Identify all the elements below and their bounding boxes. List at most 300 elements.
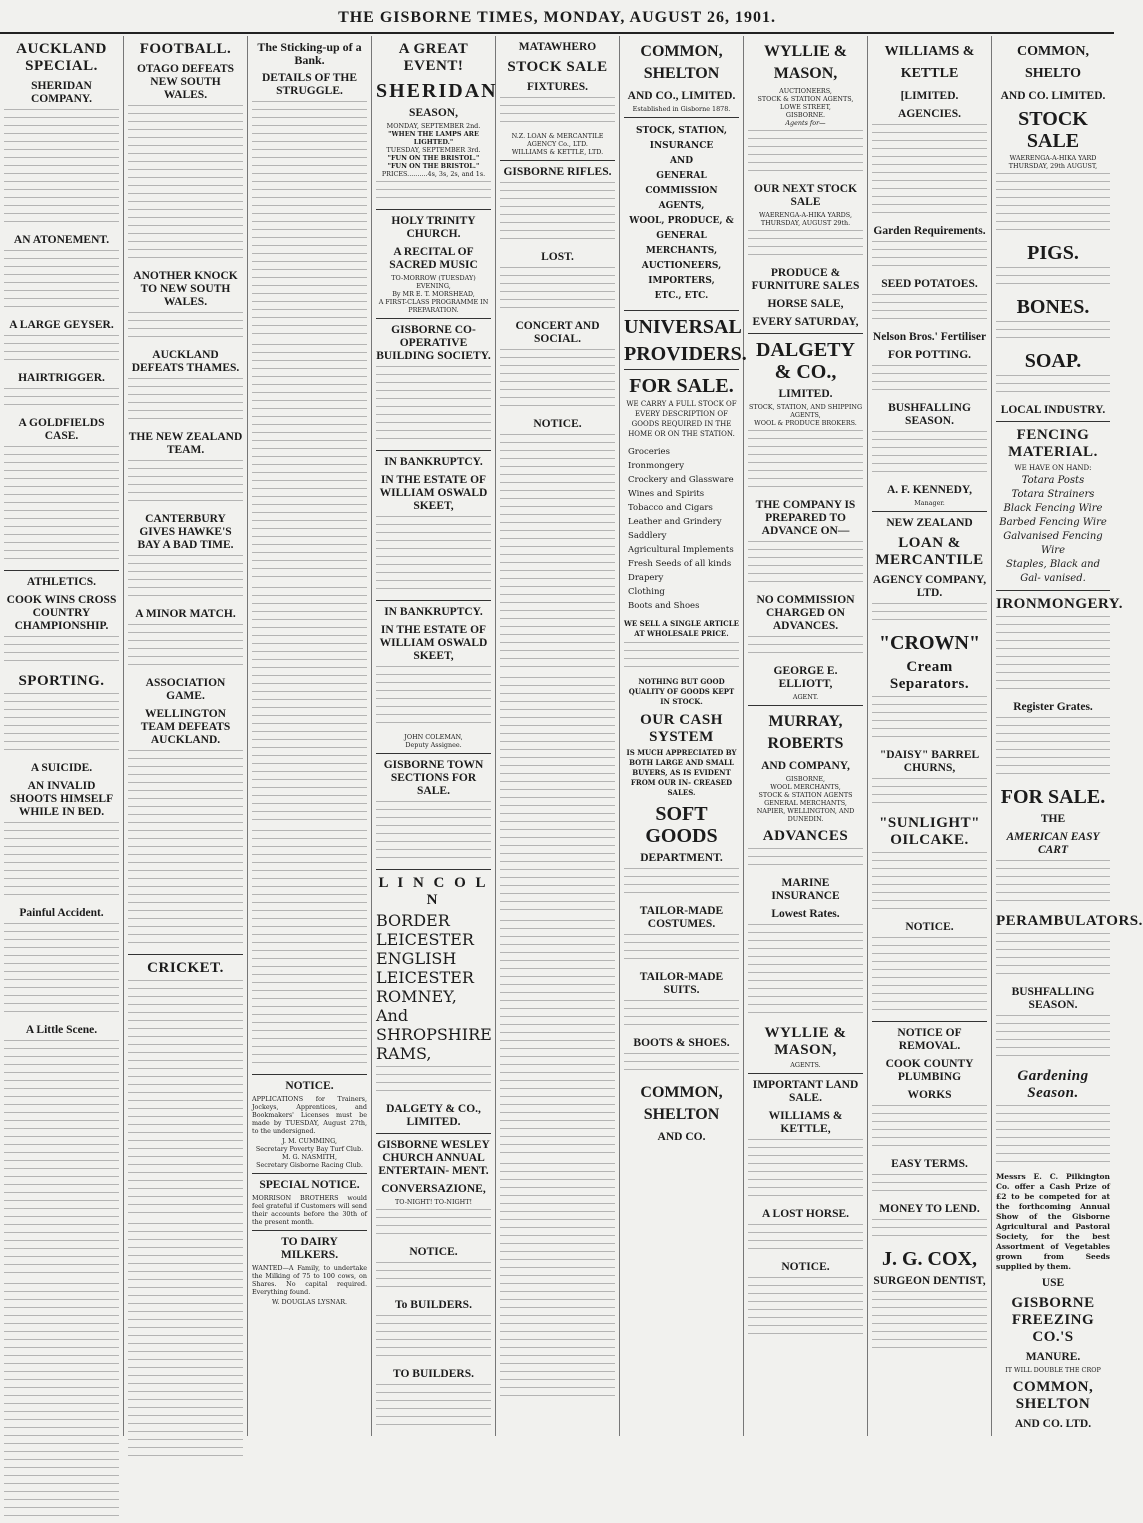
fencing-item: Galvanised Fencing Wire bbox=[1003, 531, 1103, 556]
trade-line: GENERAL COMMISSION bbox=[645, 171, 718, 196]
subheading: AND CO. LTD. bbox=[1014, 1418, 1092, 1430]
article-text bbox=[624, 1000, 739, 1032]
detail-line: THURSDAY, 29th AUGUST, bbox=[1008, 162, 1098, 170]
subheading: DEPARTMENT. bbox=[640, 852, 723, 864]
divider bbox=[376, 753, 491, 754]
heading: Nelson Bros.' Fertiliser bbox=[872, 331, 987, 343]
heading: NOTICE. bbox=[781, 1261, 830, 1273]
trade-line: AND bbox=[669, 156, 693, 166]
divider bbox=[252, 1173, 367, 1174]
goods-item: Fresh Seeds of all kinds bbox=[628, 559, 732, 569]
date-line: MONDAY, SEPTEMBER 2nd. bbox=[386, 122, 481, 130]
detail-line: NAPIER, WELLINGTON, AND DUNEDIN. bbox=[756, 807, 855, 823]
established-line bbox=[624, 105, 739, 113]
article-text bbox=[996, 173, 1110, 237]
heading: COMMON, SHELTO bbox=[1017, 44, 1089, 81]
article-text bbox=[872, 365, 987, 397]
article-text bbox=[996, 717, 1110, 781]
subheading: USE bbox=[1041, 1277, 1065, 1289]
signature-title: Secretary Poverty Bay Turf Club. bbox=[255, 1145, 364, 1153]
signature: WILLIAMS & KETTLE, LTD. bbox=[511, 148, 604, 156]
detail-line: GISBORNE, bbox=[785, 775, 826, 783]
column-3 bbox=[248, 36, 372, 1436]
divider bbox=[376, 318, 491, 319]
column-9 bbox=[992, 36, 1143, 1436]
heading: DALGETY & CO., bbox=[756, 339, 855, 383]
detail-line: Agents for— bbox=[785, 119, 826, 127]
article-text bbox=[748, 230, 863, 262]
company-details bbox=[748, 403, 863, 427]
trade-line: WOOL, PRODUCE, & GENERAL bbox=[629, 216, 734, 241]
heading: A. F. KENNEDY, bbox=[886, 484, 973, 496]
heading: CRICKET. bbox=[147, 960, 224, 976]
heading: HORSE SALE, bbox=[767, 298, 844, 310]
notice-text: MORRISON BROTHERS would feel grateful if Customers will send their accounts before the 30th of the present month. bbox=[252, 1194, 367, 1226]
signature-title: Deputy Assignee. bbox=[405, 741, 462, 749]
article-text bbox=[128, 980, 243, 1220]
article-text bbox=[4, 1040, 119, 1280]
goods-item: Leather and Grindery bbox=[628, 517, 722, 527]
detail-line: WOOL & PRODUCE BROKERS. bbox=[754, 419, 857, 427]
divider bbox=[872, 511, 987, 512]
article-text bbox=[252, 101, 367, 341]
subheading: AND CO. LIMITED. bbox=[1000, 90, 1106, 102]
subheading: AND CO. bbox=[657, 1131, 706, 1143]
fencing-list bbox=[996, 463, 1110, 586]
subheading: SHERIDAN COMPANY. bbox=[30, 80, 92, 105]
heading: CONCERT AND SOCIAL. bbox=[515, 320, 600, 345]
masthead bbox=[0, 0, 1114, 34]
article-text bbox=[376, 516, 491, 596]
heading: "CROWN" bbox=[878, 632, 981, 654]
slogan bbox=[996, 1366, 1110, 1374]
divider bbox=[376, 209, 491, 210]
heading: MATAWHERO bbox=[518, 41, 597, 53]
article-text bbox=[748, 924, 863, 1020]
heading: PERAMBULATORS. bbox=[996, 913, 1143, 929]
article-text bbox=[872, 778, 987, 810]
subheading: [LIMITED. bbox=[900, 90, 959, 102]
heading: TAILOR-MADE SUITS. bbox=[639, 971, 724, 996]
article-text bbox=[748, 1224, 863, 1256]
heading: NOTICE. bbox=[533, 418, 582, 430]
article-text bbox=[500, 267, 615, 315]
article-text bbox=[4, 388, 119, 412]
column-1 bbox=[0, 36, 124, 1436]
heading: FOOTBALL. bbox=[139, 41, 232, 57]
subheading: THE NEW ZEALAND TEAM. bbox=[128, 431, 243, 456]
subheading: ASSOCIATION GAME. bbox=[145, 677, 226, 702]
article-text bbox=[376, 801, 491, 865]
subheading: COOK COUNTY PLUMBING bbox=[885, 1058, 974, 1083]
subheading: A MINOR MATCH. bbox=[135, 608, 236, 620]
article-text bbox=[996, 321, 1110, 345]
trade-line: MERCHANTS, bbox=[645, 246, 718, 256]
heading: GISBORNE TOWN SECTIONS FOR SALE. bbox=[383, 759, 484, 797]
divider bbox=[128, 954, 243, 955]
heading: TO BUILDERS. bbox=[393, 1368, 474, 1380]
article-text bbox=[872, 1105, 987, 1153]
newspaper-title: THE GISBORNE TIMES, MONDAY, AUGUST 26, 1901. bbox=[338, 9, 776, 26]
article-text bbox=[872, 852, 987, 916]
article-text bbox=[996, 1105, 1110, 1169]
signature-block bbox=[252, 1298, 367, 1306]
article-text bbox=[748, 1139, 863, 1203]
heading: LOST. bbox=[541, 251, 574, 263]
signature-block bbox=[376, 733, 491, 749]
heading: FENCING MATERIAL. bbox=[1008, 427, 1098, 460]
heading: ADVANCES bbox=[762, 828, 849, 844]
heading: A LOST HORSE. bbox=[761, 1208, 850, 1220]
detail-line: GENERAL MERCHANTS, bbox=[764, 799, 847, 807]
detail-line: WAERENGA-A-HIKA YARD bbox=[1009, 154, 1097, 162]
subheading: SURGEON DENTIST, bbox=[873, 1275, 986, 1287]
subheading: IN THE ESTATE OF WILLIAM OSWALD SKEET, bbox=[379, 624, 488, 662]
play-title: "WHEN THE LAMPS ARE LIGHTED." bbox=[388, 130, 479, 146]
article-text bbox=[128, 312, 243, 344]
article-text bbox=[996, 375, 1110, 399]
article-text bbox=[872, 1291, 987, 1355]
goods-item: Groceries bbox=[628, 447, 670, 457]
heading: GISBORNE WESLEY CHURCH ANNUAL ENTERTAIN- MENT. bbox=[377, 1139, 490, 1177]
article-text bbox=[128, 555, 243, 603]
subheading: HAIRTRIGGER. bbox=[18, 372, 105, 384]
article-text bbox=[872, 1174, 987, 1198]
signature-block bbox=[252, 1137, 367, 1169]
signature: N.Z. LOAN & MERCANTILE AGENCY Co., LTD. bbox=[511, 132, 604, 148]
heading: GISBORNE CO-OPERATIVE BUILDING SOCIETY. bbox=[376, 324, 491, 362]
detail-line: GISBORNE. bbox=[785, 111, 826, 119]
article-text bbox=[872, 431, 987, 479]
heading: GEORGE E. ELLIOTT, bbox=[773, 665, 838, 690]
article-text bbox=[4, 636, 119, 668]
subheading: AUCKLAND DEFEATS THAMES. bbox=[131, 349, 240, 374]
divider bbox=[376, 1133, 491, 1134]
notice-text: WANTED—A Family, to undertake the Milking of 75 to 100 cows, on Shares. No capital required. Everything found. bbox=[252, 1264, 367, 1296]
heading: "DAISY" BARREL CHURNS, bbox=[879, 749, 980, 774]
article-text bbox=[624, 642, 739, 674]
heading: SOAP. bbox=[1024, 350, 1082, 372]
heading: AUCKLAND SPECIAL. bbox=[16, 41, 107, 74]
notice-text: IS MUCH APPRECIATED BY BOTH LARGE AND SMALL BUYERS, AS IS EVIDENT FROM OUR IN- CREASED SALES. bbox=[626, 748, 737, 797]
subheading: CONVERSAZIONE, bbox=[381, 1183, 486, 1195]
fencing-item: Barbed Fencing Wire bbox=[999, 517, 1107, 528]
heading: TO DAIRY MILKERS. bbox=[280, 1236, 339, 1261]
heading: STOCK SALE bbox=[1018, 108, 1088, 152]
article-text bbox=[624, 934, 739, 966]
heading: SOFT GOODS bbox=[645, 803, 718, 847]
divider bbox=[252, 1074, 367, 1075]
prices-line: PRICES..........4s, 3s, 2s, and 1s. bbox=[381, 170, 486, 178]
heading: OUR NEXT STOCK SALE bbox=[753, 183, 858, 208]
heading: L I N C O L N bbox=[378, 875, 489, 908]
detail-line: WAERENGA-A-HIKA YARDS, bbox=[759, 211, 852, 219]
heading: The Sticking-up of a Bank. bbox=[257, 40, 362, 67]
subheading: IN THE ESTATE OF WILLIAM OSWALD SKEET, bbox=[379, 474, 488, 512]
breeds-list: BORDER LEICESTER ENGLISH LEICESTER ROMNEY, And SHROPSHIRE RAMS, bbox=[376, 911, 492, 1063]
article-text bbox=[872, 937, 987, 1017]
column-7 bbox=[744, 36, 868, 1436]
subheading: DETAILS OF THE STRUGGLE. bbox=[261, 72, 357, 97]
detail-line: AGENTS. bbox=[790, 1061, 821, 1069]
subheading: MANURE. bbox=[1025, 1351, 1081, 1363]
detail-line: STOCK & STATION AGENTS bbox=[758, 791, 853, 799]
subheading: SEASON, bbox=[409, 107, 458, 119]
heading: OUR CASH SYSTEM bbox=[640, 712, 723, 745]
heading: SPECIAL NOTICE. bbox=[259, 1179, 360, 1191]
heading: PIGS. bbox=[1027, 242, 1079, 264]
detail-line: AUCTIONEERS, bbox=[779, 87, 832, 95]
date-line: TO-MORROW (TUESDAY) EVENING, bbox=[391, 274, 476, 290]
subheading: AND COMPANY, bbox=[761, 760, 850, 772]
article-text bbox=[376, 1066, 491, 1098]
heading: PROVIDERS. bbox=[624, 343, 747, 365]
divider bbox=[500, 160, 615, 161]
play-title: "FUN ON THE BRISTOL." bbox=[387, 154, 480, 162]
heading: SHERIDAN bbox=[376, 80, 498, 102]
article-text bbox=[376, 666, 491, 730]
heading: BONES. bbox=[1016, 296, 1090, 318]
subheading: ANOTHER KNOCK TO NEW SOUTH WALES. bbox=[133, 270, 238, 308]
article-text bbox=[4, 693, 119, 757]
article-text bbox=[4, 109, 119, 229]
heading: COMMON, SHELTON bbox=[640, 43, 723, 82]
heading: IMPORTANT LAND SALE. bbox=[752, 1079, 859, 1104]
heading: A GREAT EVENT! bbox=[398, 41, 469, 74]
article-text bbox=[4, 250, 119, 314]
article-text bbox=[872, 294, 987, 326]
heading: Cream Separators. bbox=[889, 659, 970, 692]
heading: BUSHFALLING SEASON. bbox=[1011, 986, 1095, 1011]
heading: IN BANKRUPTCY. bbox=[384, 606, 483, 618]
divider bbox=[748, 333, 863, 334]
heading: Garden Requirements. bbox=[873, 225, 986, 237]
subheading: WORKS bbox=[907, 1089, 952, 1101]
subheading: AGENCY COMPANY, LTD. bbox=[872, 574, 987, 599]
heading: IN BANKRUPTCY. bbox=[384, 456, 483, 468]
goods-item: Wines and Spirits bbox=[628, 489, 705, 499]
divider bbox=[624, 310, 739, 311]
divider bbox=[748, 705, 863, 706]
subheading: CANTERBURY GIVES HAWKE'S BAY A BAD TIME. bbox=[137, 513, 234, 551]
subheading: FIXTURES. bbox=[526, 81, 589, 93]
classified-ads bbox=[500, 1163, 615, 1403]
heading: TAILOR-MADE COSTUMES. bbox=[639, 905, 724, 930]
signature: J. M. CUMMING, bbox=[281, 1137, 338, 1145]
divider bbox=[996, 421, 1110, 422]
trade-line: AGENTS, bbox=[658, 201, 705, 211]
article-text bbox=[376, 1262, 491, 1294]
article-text bbox=[872, 696, 987, 744]
article-text bbox=[872, 603, 987, 627]
divider bbox=[252, 1230, 367, 1231]
heading: NOTICE OF REMOVAL. bbox=[897, 1027, 962, 1052]
heading: Painful Accident. bbox=[19, 907, 104, 919]
detail-line: STOCK & STATION AGENTS, bbox=[757, 95, 854, 103]
article-text bbox=[252, 344, 367, 584]
play-title: "FUN ON THE BRISTOL." bbox=[387, 162, 480, 170]
heading: Gardening Season. bbox=[1017, 1068, 1089, 1101]
fencing-item: Staples, Black and Gal- vanised. bbox=[1006, 559, 1100, 584]
subheading: FOR POTTING. bbox=[887, 349, 972, 361]
article-text bbox=[4, 822, 119, 902]
classified-ads bbox=[500, 434, 615, 674]
subheading: WILLIAMS & KETTLE, bbox=[768, 1110, 843, 1135]
heading: A Little Scene. bbox=[25, 1024, 98, 1036]
article-text bbox=[748, 541, 863, 589]
sale-details bbox=[748, 211, 863, 227]
heading: MURRAY, ROBERTS bbox=[767, 713, 844, 752]
subheading: A GOLDFIELDS CASE. bbox=[18, 417, 105, 442]
heading: COMMON, SHELTON bbox=[1012, 1379, 1094, 1412]
article-text bbox=[872, 124, 987, 220]
heading: GISBORNE RIFLES. bbox=[503, 166, 612, 178]
sale-details bbox=[996, 154, 1110, 170]
company-details bbox=[748, 87, 863, 127]
article-text bbox=[376, 181, 491, 205]
heading: WILLIAMS & KETTLE bbox=[884, 44, 975, 81]
detail-line: Manager. bbox=[914, 499, 945, 507]
subheading: A LARGE GEYSER. bbox=[9, 319, 114, 331]
heading: A SUICIDE. bbox=[30, 762, 93, 774]
trade-line: ETC., ETC. bbox=[654, 291, 709, 301]
subheading: AGENCIES. bbox=[898, 108, 961, 120]
subheading: A RECITAL OF SACRED MUSIC bbox=[389, 246, 478, 271]
heading: MARINE INSURANCE bbox=[771, 877, 840, 902]
subheading: EVERY SATURDAY, bbox=[752, 316, 859, 328]
article-text bbox=[996, 933, 1110, 981]
established: Established in Gisborne 1878. bbox=[632, 105, 731, 113]
heading: SEED POTATOES. bbox=[881, 278, 978, 290]
notice-text: WE SELL A SINGLE ARTICLE AT WHOLESALE PRICE. bbox=[624, 619, 740, 638]
heading: EASY TERMS. bbox=[891, 1158, 968, 1170]
article-text bbox=[252, 587, 367, 827]
notice-text: WE CARRY A FULL STOCK OF EVERY DESCRIPTION OF GOODS REQUIRED IN THE HOME OR ON THE STATION. bbox=[626, 400, 737, 438]
fencing-item: WE HAVE ON HAND: bbox=[1014, 464, 1092, 472]
detail-line: AGENT. bbox=[792, 693, 819, 701]
notice-text: NOTHING BUT GOOD QUALITY OF GOODS KEPT IN STOCK. bbox=[628, 677, 735, 706]
heading: ATHLETICS. bbox=[26, 576, 97, 588]
article-text bbox=[4, 923, 119, 1019]
heading: PRODUCE & FURNITURE SALES bbox=[751, 267, 860, 292]
divider bbox=[376, 450, 491, 451]
divider bbox=[376, 869, 491, 870]
heading: MONEY TO LEND. bbox=[879, 1203, 980, 1215]
agent-line bbox=[748, 693, 863, 701]
company-details bbox=[748, 775, 863, 823]
trade-line: AUCTIONEERS, IMPORTERS, bbox=[641, 261, 722, 286]
heading: STOCK SALE bbox=[507, 59, 608, 75]
divider bbox=[376, 600, 491, 601]
performer: By MR E. T. MORSHEAD, bbox=[392, 290, 475, 298]
article-text bbox=[624, 868, 739, 900]
subheading: AN INVALID SHOOTS HIMSELF WHILE IN BED. bbox=[9, 780, 114, 818]
article-text bbox=[872, 241, 987, 273]
heading: NOTICE. bbox=[285, 1080, 334, 1092]
article-text bbox=[748, 130, 863, 178]
subheading: OTAGO DEFEATS NEW SOUTH WALES. bbox=[136, 63, 235, 101]
detail-line: LOWE STREET, bbox=[780, 103, 831, 111]
fencing-item: Totara Strainers bbox=[1011, 489, 1095, 500]
heading: To BUILDERS. bbox=[395, 1299, 472, 1311]
article-text bbox=[996, 860, 1110, 908]
heading: "SUNLIGHT" OILCAKE. bbox=[879, 815, 980, 848]
column-4 bbox=[372, 36, 496, 1436]
heading: LOAN & MERCANTILE bbox=[875, 535, 984, 568]
column-5 bbox=[496, 36, 620, 1436]
signature: M. G. NASMITH, bbox=[281, 1153, 338, 1161]
subheading: THE COMPANY IS PREPARED TO ADVANCE ON— bbox=[755, 499, 856, 537]
signature: JOHN COLEMAN, bbox=[404, 733, 463, 741]
goods-item: Agricultural Implements bbox=[628, 545, 734, 555]
article-text bbox=[4, 446, 119, 566]
manager-line bbox=[872, 499, 987, 507]
subheading: AN ATONEMENT. bbox=[13, 234, 110, 246]
article-text bbox=[748, 636, 863, 660]
divider bbox=[624, 117, 739, 118]
agent-line bbox=[748, 1061, 863, 1069]
goods-item: Saddlery bbox=[628, 531, 667, 541]
subheading: COOK WINS CROSS COUNTRY CHAMPIONSHIP. bbox=[6, 594, 117, 632]
heading: WYLLIE & MASON, bbox=[764, 1025, 847, 1058]
slogan-line: IT WILL DOUBLE THE CROP bbox=[1005, 1366, 1101, 1374]
column-6 bbox=[620, 36, 747, 1436]
article-text bbox=[996, 1015, 1110, 1063]
heading: COMMON, SHELTON bbox=[640, 1084, 723, 1123]
subheading: AND CO., LIMITED. bbox=[627, 90, 736, 102]
article-text bbox=[128, 624, 243, 672]
subheading: THE bbox=[1040, 813, 1066, 825]
programme bbox=[376, 122, 491, 178]
article-text bbox=[4, 1283, 119, 1523]
subheading: LOCAL INDUSTRY. bbox=[1000, 404, 1106, 416]
fencing-item: Totara Posts bbox=[1021, 475, 1085, 486]
goods-list bbox=[624, 445, 739, 613]
subheading: WELLINGTON TEAM DEFEATS AUCKLAND. bbox=[140, 708, 231, 746]
programme-line: A FIRST-CLASS PROGRAMME IN PREPARATION. bbox=[378, 298, 489, 314]
divider bbox=[4, 570, 119, 571]
notice-text: Messrs E. C. Pilkington Co. offer a Cash Prize of £2 to be competed for at the forthcoming Annual Show of the Gisborne Agricultural and Pastoral Society, for the best Assortment of Vegetables grown from Seeds supplied by them. bbox=[996, 1172, 1110, 1271]
date-line: TO-NIGHT! TO-NIGHT! bbox=[394, 1198, 473, 1206]
article-text bbox=[748, 1277, 863, 1341]
heading: HOLY TRINITY CHURCH. bbox=[391, 215, 476, 240]
article-text bbox=[500, 349, 615, 413]
divider bbox=[748, 1073, 863, 1074]
article-text bbox=[128, 105, 243, 265]
article-text bbox=[748, 848, 863, 872]
goods-item: Clothing bbox=[628, 587, 665, 597]
article-text bbox=[376, 366, 491, 446]
article-text bbox=[996, 267, 1110, 291]
article-text bbox=[996, 616, 1110, 696]
article-text bbox=[128, 378, 243, 426]
article-text bbox=[748, 430, 863, 494]
column-8 bbox=[868, 36, 992, 1436]
detail-line: WOOL MERCHANTS, bbox=[770, 783, 841, 791]
notice-text: APPLICATIONS for Trainers, Jockeys, Apprentices, and Bookmakers' Licenses must be made by TUESDAY, August 27th, to the undersigned. bbox=[252, 1095, 367, 1135]
article-text bbox=[376, 1209, 491, 1241]
heading: NOTICE. bbox=[905, 921, 954, 933]
article-text bbox=[128, 750, 243, 950]
heading: FOR SALE. bbox=[1000, 786, 1106, 808]
classified-ads bbox=[500, 920, 615, 1160]
goods-item: Tobacco and Cigars bbox=[628, 503, 713, 513]
goods-item: Boots and Shoes bbox=[628, 601, 700, 611]
classified-ads bbox=[500, 677, 615, 917]
signature-title: Secretary Gisborne Racing Club. bbox=[256, 1161, 363, 1169]
heading: WYLLIE & MASON, bbox=[763, 43, 848, 82]
heading: IRONMONGERY. bbox=[996, 596, 1124, 612]
